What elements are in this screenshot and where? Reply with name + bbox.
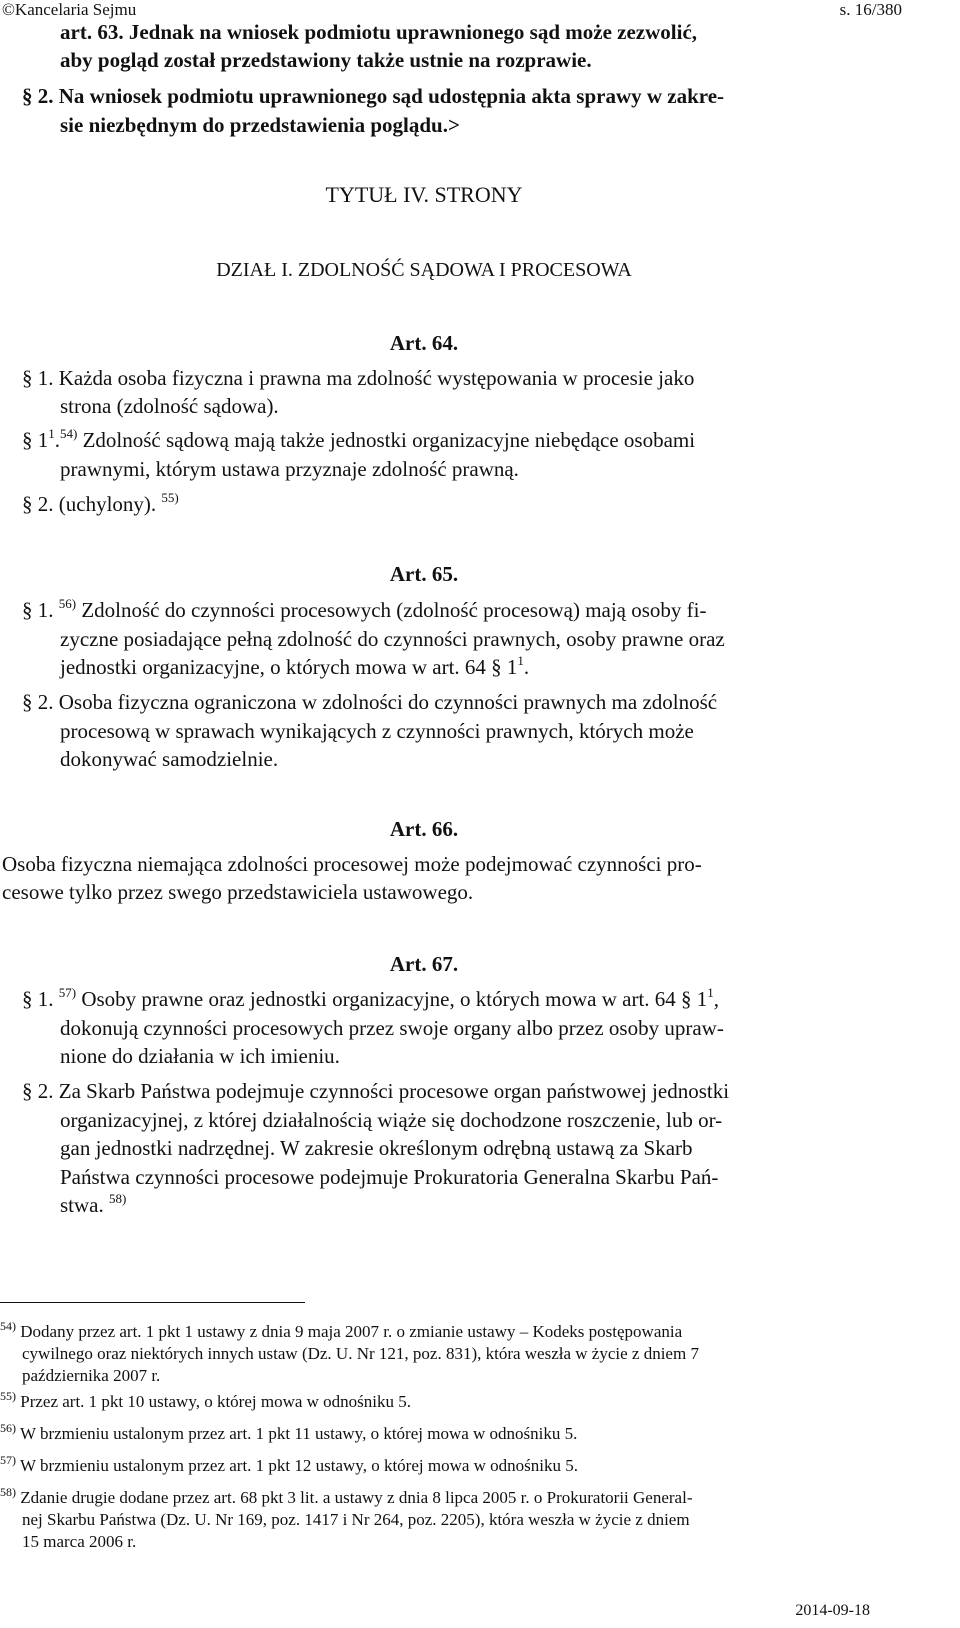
footnote-54-line3: października 2007 r. — [22, 1366, 161, 1385]
art63-p1-line2: aby pogląd został przedstawiony także ustnie na rozprawie. — [60, 48, 592, 72]
art64-heading: Art. 64. — [389, 331, 459, 355]
art65-p1-text: Zdolność do czynności procesowych (zdolność procesową) mają osoby fi- — [76, 598, 707, 622]
art67-p2-line5-text: stwa. — [60, 1193, 104, 1217]
art67-p2-line3: gan jednostki nadrzędnej. W zakresie określonym odrębną ustawą za Skarb — [60, 1136, 693, 1160]
art67-p2-line4: Państwa czynności procesowe podejmuje Prokuratoria Generalna Skarbu Pań- — [60, 1165, 719, 1189]
footnote-ref-54[interactable]: 54) — [60, 426, 78, 441]
art64-p1-line2: strona (zdolność sądowa). — [60, 394, 279, 418]
art64-p2-text: § 2. (uchylony). — [22, 492, 157, 516]
footnote-ref-58[interactable]: 58) — [109, 1191, 127, 1206]
art65-p1-line3-sup: 1 — [517, 653, 524, 668]
footnote-ref-57[interactable]: 57) — [58, 985, 77, 1000]
art67-p1-line3: nione do działania w ich imieniu. — [60, 1044, 340, 1068]
art64-p11-pre: § 1 — [22, 428, 49, 452]
art67-heading: Art. 67. — [389, 952, 459, 976]
art63-p2-line1: § 2. Na wniosek podmiotu uprawnionego sąd udostępnia akta sprawy w zakre- — [22, 84, 725, 108]
art67-p1-sup: 1 — [707, 985, 714, 1000]
art65-p2-line1: § 2. Osoba fizyczna ograniczona w zdolności do czynności prawnych ma zdolność — [22, 690, 718, 714]
footnote-55 — [0, 1391, 411, 1413]
footnote-56-number: 56) — [0, 1421, 16, 1435]
art67-p2-line5 — [60, 1191, 126, 1220]
header-publisher: ©Kancelaria Sejmu — [2, 0, 137, 19]
art65-p2-line2: procesową w sprawach wynikających z czynności prawnych, których może — [60, 719, 694, 743]
footnote-54-line2: cywilnego oraz niektórych innych ustaw (Dz. U. Nr 121, poz. 831), która weszła w życie z dniem 7 — [22, 1344, 699, 1363]
footnote-54-line1: Dodany przez art. 1 pkt 1 ustawy z dnia 9 maja 2007 r. o zmianie ustawy – Kodeks postępowania — [20, 1322, 683, 1341]
footnote-separator — [0, 1302, 305, 1303]
art66-line1: Osoba fizyczna niemająca zdolności procesowej może podejmować czynności pro- — [2, 852, 702, 876]
footnote-55-number: 55) — [0, 1389, 16, 1403]
art67-p2-line1: § 2. Za Skarb Państwa podejmuje czynności procesowe organ państwowej jednostki — [22, 1079, 730, 1103]
art64-p1-line1: § 1. Każda osoba fizyczna i prawna ma zdolność występowania w procesie jako — [22, 366, 695, 390]
footnote-56-line1: W brzmieniu ustalonym przez art. 1 pkt 11 ustawy, o której mowa w odnośniku 5. — [19, 1424, 578, 1443]
footnote-58-line2: nej Skarbu Państwa (Dz. U. Nr 169, poz. 1417 i Nr 264, poz. 2205), która weszła w życie z dniem — [22, 1510, 690, 1529]
art67-p1-line1 — [22, 985, 719, 1014]
footnote-ref-56[interactable]: 56) — [58, 596, 77, 611]
title-heading: TYTUŁ IV. STRONY — [325, 182, 523, 207]
footnote-54-number: 54) — [0, 1319, 16, 1333]
art67-p1-end: , — [713, 987, 720, 1011]
art64-p2 — [22, 490, 179, 519]
art65-p1-line1 — [22, 596, 707, 625]
footnote-57-line1: W brzmieniu ustalonym przez art. 1 pkt 12 ustawy, o której mowa w odnośniku 5. — [19, 1456, 579, 1475]
footnote-57-number: 57) — [0, 1453, 16, 1467]
art65-heading: Art. 65. — [389, 562, 459, 586]
footer-date: 2014-09-18 — [795, 1602, 870, 1619]
art66-heading: Art. 66. — [389, 817, 459, 841]
art66-line2: cesowe tylko przez swego przedstawiciela ustawowego. — [2, 880, 474, 904]
footnote-55-line1: Przez art. 1 pkt 10 ustawy, o której mowa w odnośniku 5. — [20, 1392, 412, 1411]
footnote-ref-55[interactable]: 55) — [161, 490, 179, 505]
footnote-58 — [0, 1487, 692, 1553]
footnote-58-line3: 15 marca 2006 r. — [22, 1532, 137, 1551]
art67-p1-pre: § 1. — [22, 987, 54, 1011]
art65-p1-line2: zyczne posiadające pełną zdolność do czynności prawnych, osoby prawne oraz — [60, 627, 725, 651]
art64-p11-dot: . — [54, 428, 60, 452]
art67-p2-line2: organizacyjnej, z której działalnością wiąże się dochodzone roszczenie, lub or- — [60, 1108, 723, 1132]
art64-p11-sup1: 1 — [48, 426, 55, 441]
art63-p1-line1: art. 63. Jednak na wniosek podmiotu uprawnionego sąd może zezwolić, — [60, 20, 698, 44]
art65-p1-pre: § 1. — [22, 598, 54, 622]
footnote-56 — [0, 1423, 577, 1445]
art65-p1-line3-text: jednostki organizacyjne, o których mowa w art. 64 § 1 — [60, 655, 518, 679]
section-heading: DZIAŁ I. ZDOLNOŚĆ SĄDOWA I PROCESOWA — [216, 259, 632, 281]
art64-p11-line2: prawnymi, którym ustawa przyznaje zdolność prawną. — [60, 457, 519, 481]
footnote-58-line1: Zdanie drugie dodane przez art. 68 pkt 3 lit. a ustawy z dnia 8 lipca 2005 r. o Prokuratorii General- — [20, 1488, 693, 1507]
art67-p1-text: Osoby prawne oraz jednostki organizacyjne, o których mowa w art. 64 § 1 — [76, 987, 708, 1011]
art65-p2-line3: dokonywać samodzielnie. — [60, 747, 279, 771]
footnote-58-number: 58) — [0, 1485, 16, 1499]
header-page-number: s. 16/380 — [839, 0, 902, 19]
art65-p1-line3-end: . — [523, 655, 530, 679]
art64-p11-text: Zdolność sądową mają także jednostki organizacyjne niebędące osobami — [77, 428, 696, 452]
art67-p1-line2: dokonują czynności procesowych przez swoje organy albo przez osoby upraw- — [60, 1016, 724, 1040]
art65-p1-line3 — [60, 653, 529, 682]
art64-p11-line1 — [22, 426, 695, 455]
art63-p2-line2: sie niezbędnym do przedstawienia poglądu.> — [60, 113, 460, 137]
footnote-54 — [0, 1321, 699, 1387]
footnote-57 — [0, 1455, 578, 1477]
